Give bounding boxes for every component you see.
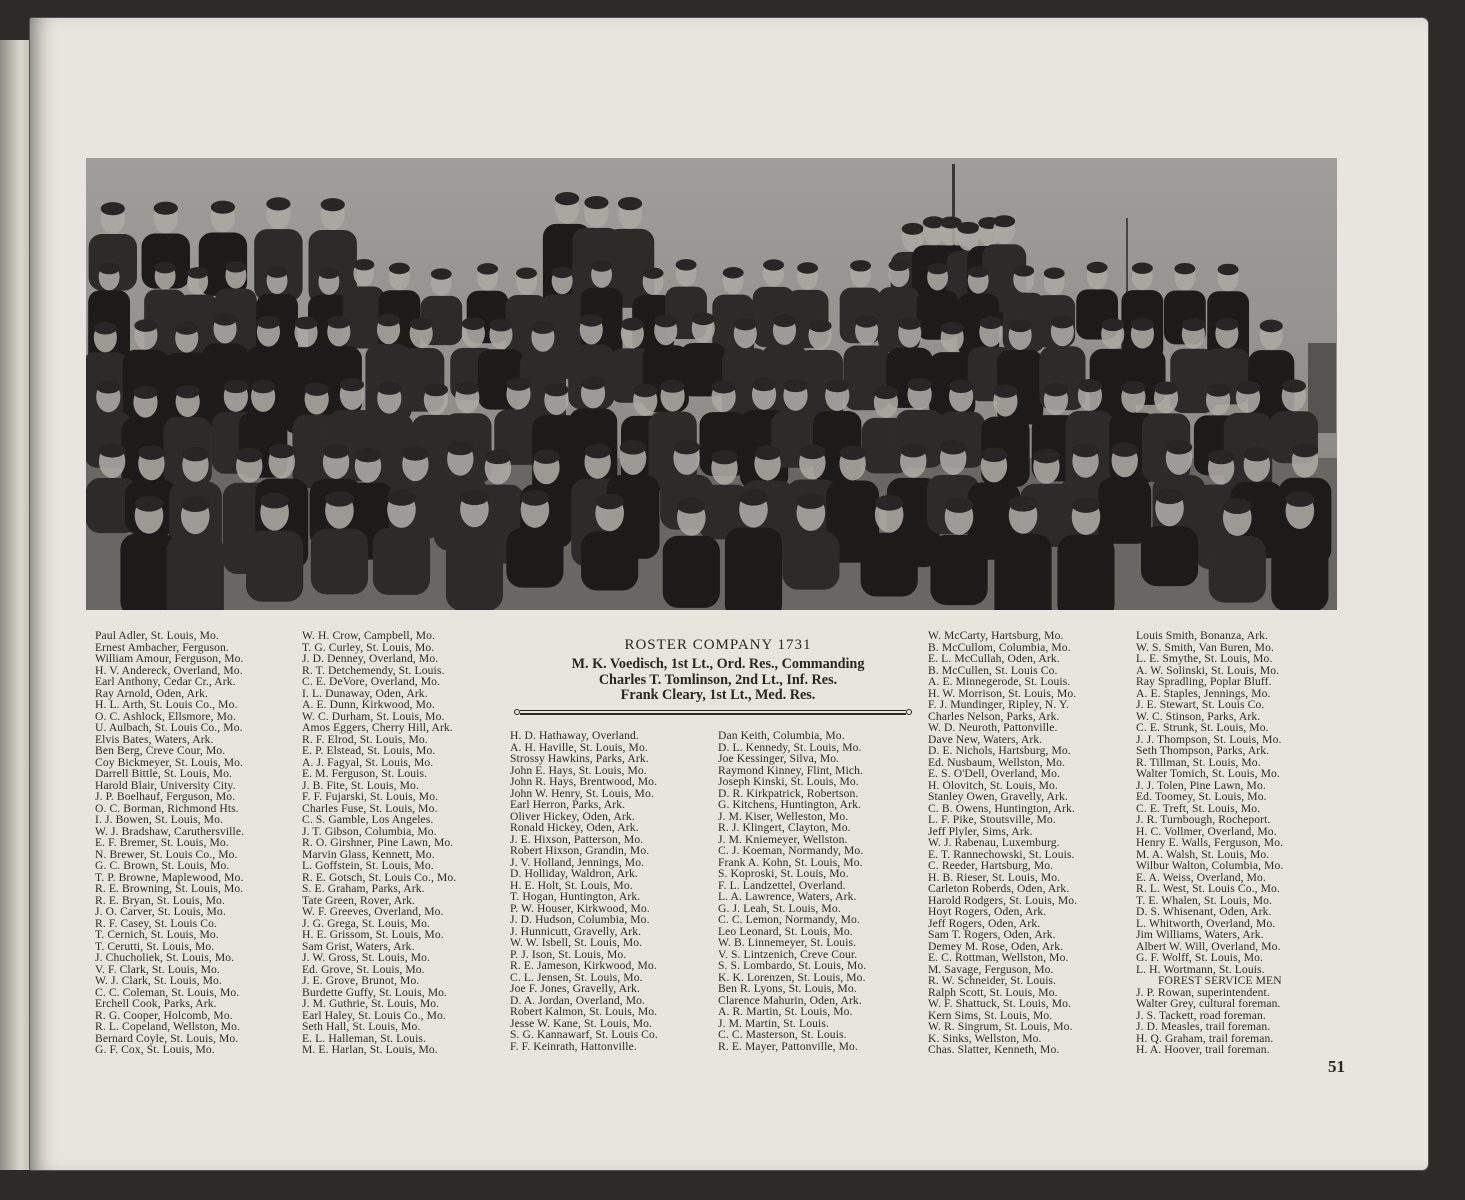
roster-entry: John E. Hays, St. Louis, Mo.: [510, 763, 647, 777]
roster-entry: H. E. Holt, St. Louis, Mo.: [510, 878, 633, 892]
roster-entry: Ed. Nusbaum, Wellston, Mo.: [928, 755, 1066, 769]
roster-entry: Tate Green, Rover, Ark.: [302, 893, 416, 907]
roster-entry: J. S. Tackett, road foreman.: [1136, 1008, 1266, 1022]
roster-entry: I. L. Dunaway, Oden, Ark.: [302, 686, 428, 700]
roster-entry: Joe Kessinger, Silva, Mo.: [718, 752, 840, 765]
roster-entry: T. Cerutti, St. Louis, Mo.: [95, 939, 215, 953]
commander-line: M. K. Voedisch, 1st Lt., Ord. Res., Commanding: [571, 656, 865, 672]
roster-entry: J. W. Gross, St. Louis, Mo.: [302, 951, 430, 964]
roster-entry: P. J. Ison, St. Louis, Mo.: [510, 947, 627, 961]
roster-entry: Earl Anthony, Cedar Cr., Ark.: [95, 675, 236, 688]
roster-entry: Joseph Kinski, St. Louis, Mo.: [718, 775, 859, 788]
roster-entry: Jeff Plyler, Sims, Ark.: [928, 824, 1033, 838]
roster-entry: Sam Grist, Waters, Ark.: [302, 939, 415, 953]
roster-entry: R. F. Elrod, St. Louis, Mo.: [302, 732, 428, 746]
roster-entry: R. E. Mayer, Pattonville, Mo.: [718, 1039, 858, 1053]
roster-entry: R. E. Gotsch, St. Louis Co., Mo.: [302, 870, 457, 884]
group-photograph: [86, 158, 1337, 610]
roster-entry: S. Koproski, St. Louis, Mo.: [718, 867, 849, 880]
roster-entry: C. C. Masterson, St. Louis.: [718, 1028, 847, 1041]
roster-entry: Raymond Kinney, Flint, Mich.: [718, 763, 864, 777]
roster-entry: H. V. Andereck, Overland, Mo.: [95, 663, 243, 677]
roster-entry: William Amour, Ferguson, Mo.: [95, 652, 244, 665]
roster-entry: K. K. Lorenzen, St. Louis, Mo.: [718, 970, 866, 984]
roster-entry: R. T. Detchemendy, St. Louis.: [302, 663, 445, 677]
roster-entry: F. F. Fujarski, St. Louis, Mo.: [302, 790, 439, 803]
roster-entry: D. Holliday, Waldron, Ark.: [510, 867, 638, 880]
roster-entry: B. McCullen, St. Louis Co.: [928, 663, 1058, 677]
roster-entry: F. J. Mundinger, Ripley, N. Y.: [928, 698, 1069, 711]
roster-entry: E. L. McCullah, Oden, Ark.: [928, 652, 1060, 665]
roster-entry: L. H. Wortmann, St. Louis.: [1136, 962, 1265, 976]
roster-entry: J. G. Grega, St. Louis, Mo.: [302, 916, 430, 930]
roster-entry: H. L. Arth, St. Louis Co., Mo.: [95, 698, 238, 711]
roster-entry: G. J. Leah, St. Louis, Mo.: [718, 901, 841, 915]
roster-column-2: [302, 630, 456, 1056]
roster-entry: I. J. Bowen, St. Louis, Mo.: [95, 813, 223, 826]
book-page: [30, 18, 1428, 1170]
roster-entry: E. T. Rannechowski, St. Louis.: [928, 847, 1075, 861]
roster-entry: Albert W. Will, Overland, Mo.: [1136, 939, 1281, 953]
roster-entry: Ben Berg, Creve Cour, Mo.: [95, 744, 226, 757]
roster-entry: J. M. Kniemeyer, Wellston.: [718, 832, 848, 846]
roster-entry: F. L. Landzettel, Overland.: [718, 878, 846, 892]
roster-entry: J. Hunnicutt, Gravelly, Ark.: [510, 924, 642, 938]
roster-entry: Amos Eggers, Cherry Hill, Ark.: [302, 721, 453, 734]
roster-column-6: [1136, 630, 1283, 1056]
roster-entry: Charles Nelson, Parks, Ark.: [928, 709, 1060, 723]
roster-entry: G. F. Wolff, St. Louis, Mo.: [1136, 951, 1263, 964]
roster-entry: D. R. Kirkpatrick, Robertson.: [718, 786, 859, 800]
roster-entry: J. D. Denney, Overland, Mo.: [302, 652, 439, 665]
roster-entry: Ray Arnold, Oden, Ark.: [95, 686, 208, 700]
roster-entry: Louis Smith, Bonanza, Ark.: [1136, 629, 1269, 642]
roster-entry: Ray Spradling, Poplar Bluff.: [1136, 675, 1272, 688]
roster-entry: J. T. Gibson, Columbia, Mo.: [302, 824, 437, 838]
roster-entry: Jeff Rogers, Oden, Ark.: [928, 916, 1041, 930]
page-number: 51: [1328, 1057, 1345, 1076]
roster-entry: C. S. Gamble, Los Angeles.: [302, 813, 434, 826]
roster-entry: T. Cernich, St. Louis, Mo.: [95, 928, 219, 941]
roster-entry: C. C. Coleman, St. Louis, Mo.: [95, 985, 240, 999]
roster-entry: J. O. Carver, St. Louis, Mo.: [95, 905, 226, 918]
roster-entry: W. R. Singrum, St. Louis, Mo.: [928, 1020, 1073, 1033]
roster-entry: W. D. Neuroth, Pattonville.: [928, 721, 1058, 734]
roster-entry: R. L. West, St. Louis Co., Mo.: [1136, 882, 1280, 895]
roster-column-3: [510, 730, 658, 1052]
roster-entry: E. C. Rottman, Wellston, Mo.: [928, 951, 1069, 964]
roster-entry: Walter Tomich, St. Louis, Mo.: [1136, 767, 1280, 780]
roster-entry: Joe F. Jones, Gravelly, Ark.: [510, 982, 640, 995]
roster-entry: Seth Hall, St. Louis, Mo.: [302, 1020, 421, 1033]
roster-entry: G. F. Cox, St. Louis, Mo.: [95, 1043, 215, 1056]
roster-entry: Frank A. Kohn, St. Louis, Mo.: [718, 855, 863, 869]
roster-entry: J. M. Kiser, Welleston, Mo.: [718, 809, 849, 823]
roster-entry: Elvis Bates, Waters, Ark.: [95, 732, 214, 746]
roster-entry: W. J. Clark, St. Louis, Mo.: [95, 974, 222, 987]
roster-entry: Bernard Coyle, St. Louis, Mo.: [95, 1031, 239, 1045]
roster-entry: C. E. Treft, St. Louis, Mo.: [1136, 801, 1261, 815]
section-heading: FOREST SERVICE MEN: [1158, 974, 1282, 987]
roster-entry: W. F. Shattuck, St. Louis, Mo.: [928, 997, 1072, 1010]
roster-entry: Jim Williams, Waters, Ark.: [1136, 928, 1264, 941]
roster-entry: S. E. Graham, Parks, Ark.: [302, 882, 425, 895]
roster-entry: H. B. Rieser, St. Louis, Mo.: [928, 870, 1061, 884]
roster-entry: R. W. Schneider, St. Louis.: [928, 974, 1057, 987]
roster-entry: W. McCarty, Hartsburg, Mo.: [928, 629, 1064, 642]
roster-entry: W. F. Greeves, Overland, Mo.: [302, 905, 444, 918]
roster-entry: J. P. Boelhauf, Ferguson, Mo.: [95, 790, 236, 803]
roster-entry: Demey M. Rose, Oden, Ark.: [928, 939, 1064, 953]
roster-entry: J. E. Stewart, St. Louis Co.: [1136, 698, 1265, 711]
roster-entry: A. E. Staples, Jennings, Mo.: [1136, 686, 1271, 700]
roster-entry: Charles Fuse, St. Louis, Mo.: [302, 801, 438, 815]
roster-entry: J. R. Turnbough, Rocheport.: [1136, 813, 1271, 826]
left-page-edge: [0, 40, 34, 1170]
roster-entry: C. E. Strunk, St. Louis, Mo.: [1136, 721, 1269, 734]
roster-entry: Wilbur Walton, Columbia, Mo.: [1136, 859, 1284, 872]
roster-entry: H. A. Hoover, trail foreman.: [1136, 1043, 1270, 1056]
roster-entry: Sam T. Rogers, Oden, Ark.: [928, 928, 1056, 941]
roster-entry: J. D. Measles, trail foreman.: [1136, 1020, 1271, 1033]
roster-title: ROSTER COMPANY 1731: [624, 637, 812, 653]
roster-entry: W. H. Crow, Campbell, Mo.: [302, 629, 436, 642]
roster-entry: Paul Adler, St. Louis, Mo.: [95, 629, 219, 642]
roster-entry: C. Reeder, Hartsburg, Mo.: [928, 859, 1054, 872]
roster-entry: V. F. Clark, St. Louis, Mo.: [95, 962, 220, 976]
roster-entry: L. Whitworth, Overland, Mo.: [1136, 916, 1276, 930]
roster-entry: Earl Herron, Parks, Ark.: [510, 798, 626, 811]
roster-entry: R. E. Bryan, St. Louis, Mo.: [95, 893, 225, 907]
roster-entry: W. C. Durham, St. Louis, Mo.: [302, 709, 445, 723]
roster-entry: Marvin Glass, Kennett, Mo.: [302, 847, 435, 861]
roster-column-5: [928, 630, 1077, 1056]
roster-entry: A. J. Fagyal, St. Louis, Mo.: [302, 755, 434, 769]
roster-entry: W. S. Smith, Van Buren, Mo.: [1136, 640, 1274, 654]
roster-entry: Kern Sims, St. Louis, Mo.: [928, 1008, 1053, 1022]
medical-officer-line: Frank Cleary, 1st Lt., Med. Res.: [620, 687, 816, 703]
roster-entry: J. V. Holland, Jennings, Mo.: [510, 855, 645, 869]
roster-entry: G. Kitchens, Huntington, Ark.: [718, 798, 861, 811]
roster-entry: S. S. Lombardo, St. Louis, Mo.: [718, 959, 867, 972]
roster-entry: Coy Bickmeyer, St. Louis, Mo.: [95, 755, 243, 769]
roster-entry: Clarence Mahurin, Oden, Ark.: [718, 993, 862, 1007]
roster-entry: C. B. Owens, Huntington, Ark.: [928, 801, 1075, 815]
roster-entry: J. J. Tolen, Pine Lawn, Mo.: [1136, 778, 1266, 792]
roster-entry: R. E. Jameson, Kirkwood, Mo.: [510, 959, 657, 972]
roster-entry: H. E. Grissom, St. Louis, Mo.: [302, 928, 444, 941]
roster-entry: Carleton Roberds, Oden, Ark.: [928, 882, 1070, 895]
roster-entry: Dave New, Waters, Ark.: [928, 732, 1043, 746]
roster-entry: Stanley Owen, Gravelly, Ark.: [928, 790, 1068, 803]
roster-entry: K. Sinks, Wellston, Mo.: [928, 1031, 1042, 1045]
roster-entry: Burdette Guffy, St. Louis, Mo.: [302, 985, 448, 999]
roster-entry: Leo Leonard, St. Louis, Mo.: [718, 924, 853, 938]
roster-entry: D. E. Nichols, Hartsburg, Mo.: [928, 744, 1071, 757]
roster-entry: Chas. Slatter, Kenneth, Mo.: [928, 1043, 1060, 1056]
roster-entry: A. H. Haville, St. Louis, Mo.: [510, 740, 648, 754]
roster-entry: L. E. Smythe, St. Louis, Mo.: [1136, 652, 1273, 665]
roster-entry: J. Chucholiek, St. Louis, Mo.: [95, 951, 235, 964]
roster-entry: Ben R. Lyons, St. Louis, Mo.: [718, 982, 857, 995]
roster-entry: J. P. Rowan, superintendent.: [1136, 985, 1270, 999]
roster-entry: J. J. Thompson, St. Louis, Mo.: [1136, 732, 1282, 746]
roster-entry: T. E. Whalen, St. Louis, Mo.: [1136, 893, 1273, 907]
roster-entry: R. E. Browning, St. Louis, Mo.: [95, 882, 244, 895]
roster-entry: R. L. Copeland, Wellston, Mo.: [95, 1020, 241, 1033]
roster-entry: S. G. Kannawarf, St. Louis Co.: [510, 1028, 658, 1041]
roster-entry: O. C. Borman, Richmond Hts.: [95, 801, 239, 815]
roster-entry: A. E. Dunn, Kirkwood, Mo.: [302, 698, 435, 711]
roster-entry: Walter Grey, cultural foreman.: [1136, 997, 1281, 1010]
roster-entry: A. R. Martin, St. Louis, Mo.: [718, 1005, 853, 1018]
roster-entry: E. A. Weiss, Overland, Mo.: [1136, 870, 1266, 884]
roster-entry: Darrell Bittle, St. Louis, Mo.: [95, 767, 232, 780]
roster-entry: V. S. Lintzenich, Creve Cour.: [718, 947, 858, 961]
roster-entry: R. O. Girshner, Pine Lawn, Mo.: [302, 836, 454, 849]
roster-entry: W. W. Isbell, St. Louis, Mo.: [510, 936, 643, 949]
roster-entry: H. W. Morrison, St. Louis, Mo.: [928, 686, 1077, 700]
roster-entry: H. C. Vollmer, Overland, Mo.: [1136, 824, 1277, 838]
roster-entry: N. Brewer, St. Louis Co., Mo.: [95, 847, 238, 861]
roster-entry: G. C. Brown, St. Louis, Mo.: [95, 859, 230, 872]
roster-entry: John W. Henry, St. Louis, Mo.: [510, 786, 654, 800]
roster-entry: Ralph Scott, St. Louis, Mo.: [928, 985, 1058, 999]
roster-entry: E. M. Ferguson, St. Louis.: [302, 767, 428, 780]
roster-entry: T. P. Browne, Maplewood, Mo.: [95, 870, 244, 884]
roster-entry: Hoyt Rogers, Oden, Ark.: [928, 905, 1047, 918]
roster-entry: Ed. Toomey, St. Louis, Mo.: [1136, 790, 1267, 803]
roster-entry: L. F. Pike, Stoutsville, Mo.: [928, 813, 1056, 826]
roster-entry: W. J. Rabenau, Luxemburg.: [928, 836, 1060, 849]
roster-entry: E. S. O'Dell, Overland, Mo.: [928, 767, 1060, 780]
decorative-rule: [514, 710, 912, 716]
roster-entry: M. Savage, Ferguson, Mo.: [928, 962, 1054, 976]
roster-entry: P. W. Houser, Kirkwood, Mo.: [510, 901, 650, 915]
roster-entry: A. W. Solinski, St. Louis, Mo.: [1136, 663, 1280, 677]
roster-entry: Seth Thompson, Parks, Ark.: [1136, 744, 1270, 757]
roster-entry: R. J. Klingert, Clayton, Mo.: [718, 821, 851, 834]
roster-entry: E. F. Bremer, St. Louis, Mo.: [95, 836, 229, 849]
roster-entry: R. F. Casey, St. Louis Co.: [95, 916, 218, 930]
roster-entry: Henry E. Walls, Ferguson, Mo.: [1136, 836, 1284, 849]
roster-entry: M. A. Walsh, St. Louis, Mo.: [1136, 847, 1270, 861]
roster-entry: O. C. Ashlock, Ellsmore, Mo.: [95, 709, 236, 723]
roster-entry: Erchell Cook, Parks, Ark.: [95, 997, 217, 1010]
roster-entry: Ernest Ambacher, Ferguson.: [95, 640, 229, 654]
roster-entry: Harold Rodgers, St. Louis, Mo.: [928, 893, 1078, 907]
roster-entry: C. L. Jensen, St. Louis, Mo.: [510, 970, 643, 984]
roster-header: [508, 636, 928, 704]
roster-entry: H. Q. Graham, trail foreman.: [1136, 1031, 1274, 1045]
roster-entry: R. Tillman, St. Louis, Mo.: [1136, 755, 1261, 769]
roster-entry: B. McCullom, Columbia, Mo.: [928, 640, 1071, 654]
roster-entry: J. E. Grove, Brunot, Mo.: [302, 974, 420, 987]
roster-entry: Earl Haley, St. Louis Co., Mo.: [302, 1008, 446, 1022]
roster-entry: Harold Blair, University City.: [95, 778, 236, 792]
roster-entry: A. E. Minnegerode, St. Louis.: [928, 675, 1071, 688]
roster-entry: Strossy Hawkins, Parks, Ark.: [510, 752, 649, 765]
roster-column-1: [95, 630, 244, 1056]
roster-entry: J. B. Fite, St. Louis, Mo.: [302, 778, 419, 792]
roster-entry: J. E. Hixson, Patterson, Mo.: [510, 832, 644, 846]
roster-entry: Ed. Grove, St. Louis, Mo.: [302, 962, 425, 976]
roster-entry: T. G. Curley, St. Louis, Mo.: [302, 640, 435, 654]
roster-entry: W. B. Linnemeyer, St. Louis.: [718, 936, 857, 949]
roster-entry: T. Hogan, Huntington, Ark.: [510, 890, 641, 903]
roster-entry: E. L. Halleman, St. Louis.: [302, 1031, 426, 1045]
roster-entry: C. J. Koeman, Normandy, Mo.: [718, 844, 864, 857]
roster-entry: E. P. Elstead, St. Louis, Mo.: [302, 744, 436, 757]
roster-entry: John R. Hays, Brentwood, Mo.: [510, 775, 658, 788]
roster-entry: J. M. Guthrie, St. Louis, Mo.: [302, 997, 440, 1010]
roster-entry: W. J. Bradshaw, Caruthersville.: [95, 824, 245, 838]
roster-entry: Jesse W. Kane, St. Louis, Mo.: [510, 1016, 653, 1030]
roster-entry: U. Aulbach, St. Louis Co., Mo.: [95, 721, 243, 734]
roster-entry: Robert Hixson, Grandin, Mo.: [510, 844, 650, 857]
roster-entry: C. C. Lemon, Normandy, Mo.: [718, 913, 860, 926]
roster-entry: J. M. Martin, St. Louis.: [718, 1016, 829, 1030]
roster-entry: F. F. Keinrath, Hattonville.: [510, 1039, 637, 1053]
officer-line: Charles T. Tomlinson, 2nd Lt., Inf. Res.: [598, 671, 838, 688]
roster-entry: D. L. Kennedy, St. Louis, Mo.: [718, 740, 862, 754]
roster-entry: D. S. Whisenant, Oden, Ark.: [1136, 905, 1272, 918]
roster-entry: R. G. Cooper, Holcomb, Mo.: [95, 1008, 233, 1022]
roster-entry: Robert Kalmon, St. Louis, Mo.: [510, 1005, 658, 1018]
roster-entry: J. D. Hudson, Columbia, Mo.: [510, 913, 650, 926]
roster-entry: Ronald Hickey, Oden, Ark.: [510, 821, 639, 834]
roster-entry: Oliver Hickey, Oden, Ark.: [510, 809, 635, 823]
roster-entry: H. D. Hathaway, Overland.: [510, 729, 639, 742]
roster-entry: D. A. Jordan, Overland, Mo.: [510, 993, 646, 1007]
roster-entry: L. Goffstein, St. Louis, Mo.: [302, 859, 434, 872]
roster-entry: M. E. Harlan, St. Louis, Mo.: [302, 1043, 438, 1056]
roster-entry: H. Olovitch, St. Louis, Mo.: [928, 778, 1058, 792]
roster-entry: L. A. Lawrence, Waters, Ark.: [718, 890, 857, 903]
roster-column-4: [718, 730, 866, 1052]
roster-entry: W. C. Stinson, Parks, Ark.: [1136, 709, 1261, 723]
roster-entry: Dan Keith, Columbia, Mo.: [718, 729, 845, 742]
roster-entry: C. E. DeVore, Overland, Mo.: [302, 675, 441, 688]
